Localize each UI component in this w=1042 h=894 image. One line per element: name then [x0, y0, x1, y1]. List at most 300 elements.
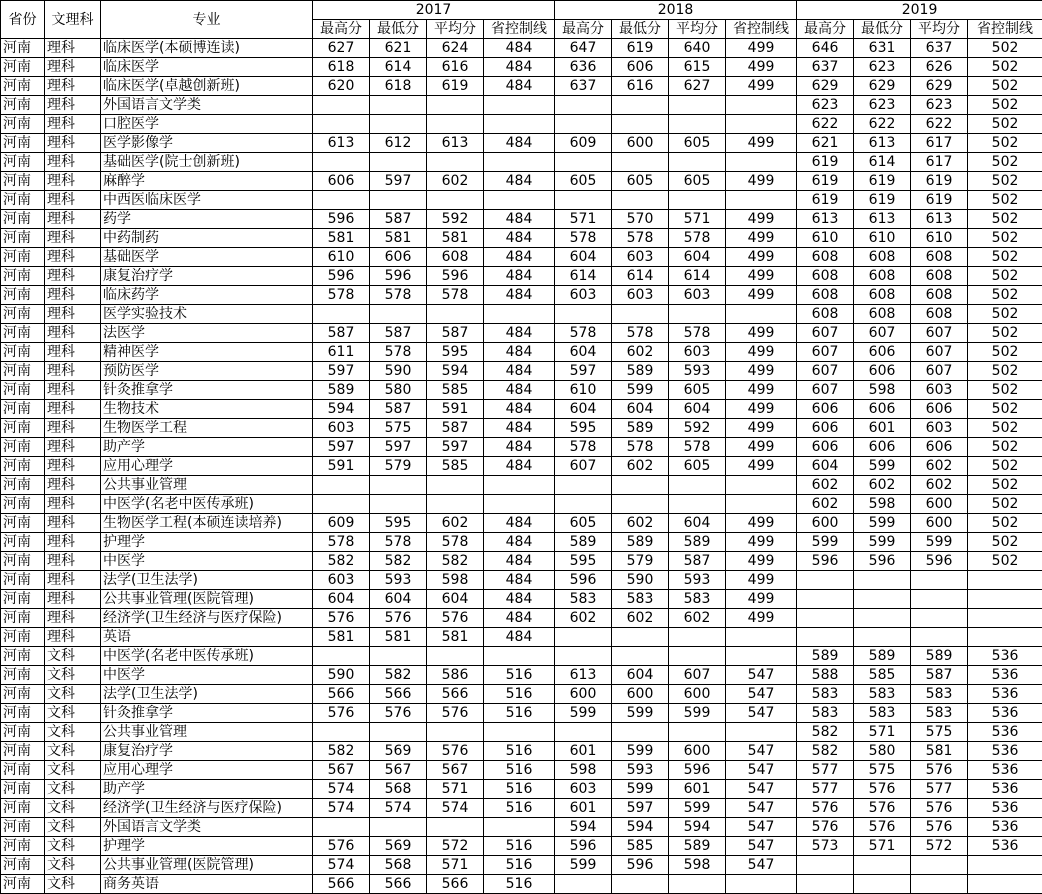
cell-score: [555, 191, 612, 210]
cell-score: 499: [726, 39, 797, 58]
cell-score: 571: [669, 210, 726, 229]
cell-score: 566: [313, 685, 370, 704]
cell-score: 577: [911, 780, 968, 799]
cell-score: 596: [555, 837, 612, 856]
cell-score: 499: [726, 324, 797, 343]
cell-score: [797, 609, 854, 628]
cell-score: [313, 305, 370, 324]
cell-score: 604: [612, 400, 669, 419]
table-row: [1, 647, 1042, 666]
cell-score: 576: [854, 799, 911, 818]
cell-score: 604: [555, 248, 612, 267]
cell-major: 基础医学: [101, 248, 313, 267]
cell-category: 理科: [45, 438, 101, 457]
cell-score: 536: [968, 647, 1042, 666]
cell-category: 理科: [45, 476, 101, 495]
cell-score: [669, 96, 726, 115]
cell-score: 599: [555, 856, 612, 875]
cell-score: 484: [484, 77, 555, 96]
cell-score: 590: [313, 666, 370, 685]
cell-score: 484: [484, 438, 555, 457]
cell-score: 576: [797, 818, 854, 837]
cell-province: 河南: [1, 286, 45, 305]
cell-score: 572: [427, 837, 484, 856]
cell-score: 499: [726, 533, 797, 552]
cell-score: 608: [911, 267, 968, 286]
cell-score: [484, 191, 555, 210]
cell-score: [370, 115, 427, 134]
table-row: [1, 343, 1042, 362]
cell-province: 河南: [1, 723, 45, 742]
cell-major: 中药制药: [101, 229, 313, 248]
cell-score: 576: [427, 704, 484, 723]
cell-province: 河南: [1, 153, 45, 172]
cell-major: 针灸推拿学: [101, 381, 313, 400]
cell-score: 578: [612, 229, 669, 248]
cell-score: 502: [968, 286, 1042, 305]
cell-score: [612, 495, 669, 514]
cell-score: 614: [854, 153, 911, 172]
table-row: [1, 875, 1042, 894]
cell-score: [726, 875, 797, 894]
cell-score: [555, 476, 612, 495]
cell-score: 499: [726, 248, 797, 267]
cell-score: [797, 571, 854, 590]
cell-score: 597: [313, 362, 370, 381]
cell-category: 文科: [45, 704, 101, 723]
cell-score: 602: [612, 343, 669, 362]
cell-score: 502: [968, 419, 1042, 438]
cell-major: 经济学(卫生经济与医疗保险): [101, 609, 313, 628]
table-row: [1, 704, 1042, 723]
cell-score: 484: [484, 381, 555, 400]
cell-province: 河南: [1, 248, 45, 267]
cell-major: 商务英语: [101, 875, 313, 894]
cell-score: 576: [313, 704, 370, 723]
cell-score: 619: [911, 191, 968, 210]
cell-province: 河南: [1, 590, 45, 609]
table-row: [1, 229, 1042, 248]
cell-province: 河南: [1, 457, 45, 476]
cell-score: [555, 723, 612, 742]
cell-score: 610: [797, 229, 854, 248]
cell-score: 627: [669, 77, 726, 96]
cell-score: 607: [797, 381, 854, 400]
cell-score: 502: [968, 514, 1042, 533]
cell-score: 581: [370, 628, 427, 647]
cell-province: 河南: [1, 476, 45, 495]
cell-score: 594: [555, 818, 612, 837]
cell-score: 547: [726, 761, 797, 780]
cell-score: 589: [854, 647, 911, 666]
cell-score: 578: [370, 286, 427, 305]
cell-province: 河南: [1, 305, 45, 324]
cell-score: 603: [669, 286, 726, 305]
cell-score: 598: [555, 761, 612, 780]
cell-score: 631: [854, 39, 911, 58]
cell-score: [313, 818, 370, 837]
cell-score: 604: [555, 343, 612, 362]
cell-score: 502: [968, 381, 1042, 400]
cell-score: 594: [313, 400, 370, 419]
cell-province: 河南: [1, 628, 45, 647]
cell-score: 576: [427, 609, 484, 628]
cell-score: 606: [854, 343, 911, 362]
cell-score: 502: [968, 248, 1042, 267]
cell-score: 484: [484, 172, 555, 191]
cell-major: 护理学: [101, 837, 313, 856]
cell-major: 中医学: [101, 552, 313, 571]
cell-score: [427, 96, 484, 115]
cell-major: 外国语言文学类: [101, 96, 313, 115]
cell-province: 河南: [1, 666, 45, 685]
cell-score: 597: [370, 438, 427, 457]
cell-score: 575: [370, 419, 427, 438]
table-row: [1, 248, 1042, 267]
cell-score: 603: [911, 419, 968, 438]
cell-category: 理科: [45, 115, 101, 134]
cell-score: 598: [854, 381, 911, 400]
cell-score: 613: [427, 134, 484, 153]
cell-score: 608: [854, 267, 911, 286]
table-row: [1, 666, 1042, 685]
cell-score: 516: [484, 799, 555, 818]
cell-major: 外国语言文学类: [101, 818, 313, 837]
cell-score: 484: [484, 571, 555, 590]
cell-category: 理科: [45, 248, 101, 267]
header-2019-control-line: 省控制线: [968, 20, 1042, 39]
cell-score: 578: [555, 438, 612, 457]
cell-score: 603: [555, 780, 612, 799]
cell-province: 河南: [1, 704, 45, 723]
cell-score: 566: [427, 875, 484, 894]
cell-category: 理科: [45, 286, 101, 305]
cell-province: 河南: [1, 685, 45, 704]
cell-score: [313, 115, 370, 134]
cell-category: 理科: [45, 267, 101, 286]
cell-score: 613: [555, 666, 612, 685]
cell-score: 603: [612, 286, 669, 305]
cell-score: 576: [370, 609, 427, 628]
cell-major: 药学: [101, 210, 313, 229]
cell-score: 499: [726, 514, 797, 533]
cell-score: 597: [370, 172, 427, 191]
cell-major: 中医学(名老中医传承班): [101, 647, 313, 666]
cell-score: 484: [484, 286, 555, 305]
cell-score: 603: [313, 419, 370, 438]
cell-score: 581: [427, 628, 484, 647]
cell-category: 文科: [45, 647, 101, 666]
cell-score: 606: [854, 438, 911, 457]
cell-score: 619: [911, 172, 968, 191]
cell-score: 595: [370, 514, 427, 533]
cell-score: 602: [911, 457, 968, 476]
cell-score: 598: [669, 856, 726, 875]
cell-score: 606: [313, 172, 370, 191]
table-row: [1, 799, 1042, 818]
cell-score: [427, 476, 484, 495]
cell-score: 578: [370, 343, 427, 362]
cell-score: 637: [555, 77, 612, 96]
cell-score: [726, 153, 797, 172]
cell-score: 571: [854, 723, 911, 742]
cell-score: [612, 191, 669, 210]
cell-score: 583: [797, 685, 854, 704]
cell-score: [555, 495, 612, 514]
cell-score: 599: [612, 780, 669, 799]
cell-score: 595: [555, 552, 612, 571]
cell-score: [911, 875, 968, 894]
cell-score: 484: [484, 590, 555, 609]
table-row: [1, 39, 1042, 58]
cell-score: 536: [968, 818, 1042, 837]
cell-score: 590: [612, 571, 669, 590]
cell-score: [726, 495, 797, 514]
cell-score: 484: [484, 552, 555, 571]
cell-score: 579: [612, 552, 669, 571]
cell-score: 568: [370, 856, 427, 875]
cell-score: 499: [726, 343, 797, 362]
cell-score: 574: [370, 799, 427, 818]
cell-score: [555, 305, 612, 324]
cell-major: 公共事业管理: [101, 723, 313, 742]
cell-major: 法学(卫生法学): [101, 571, 313, 590]
cell-score: 547: [726, 685, 797, 704]
cell-score: [968, 875, 1042, 894]
cell-score: 596: [370, 267, 427, 286]
cell-score: 583: [669, 590, 726, 609]
cell-score: 593: [669, 571, 726, 590]
cell-score: 604: [669, 514, 726, 533]
cell-score: [612, 115, 669, 134]
cell-score: 568: [370, 780, 427, 799]
cell-province: 河南: [1, 856, 45, 875]
cell-score: 516: [484, 875, 555, 894]
cell-score: 596: [911, 552, 968, 571]
cell-score: [427, 115, 484, 134]
cell-score: [669, 647, 726, 666]
cell-score: 623: [854, 58, 911, 77]
cell-score: 596: [612, 856, 669, 875]
table-row: [1, 476, 1042, 495]
cell-score: 578: [669, 324, 726, 343]
cell-score: 502: [968, 77, 1042, 96]
cell-major: 中西医临床医学: [101, 191, 313, 210]
cell-score: 576: [797, 799, 854, 818]
cell-score: 600: [911, 514, 968, 533]
cell-score: 502: [968, 96, 1042, 115]
table-row: [1, 533, 1042, 552]
cell-major: 预防医学: [101, 362, 313, 381]
cell-score: 605: [669, 381, 726, 400]
cell-score: 589: [797, 647, 854, 666]
cell-province: 河南: [1, 837, 45, 856]
cell-score: 618: [313, 58, 370, 77]
cell-category: 文科: [45, 875, 101, 894]
cell-score: 606: [797, 438, 854, 457]
cell-score: 613: [854, 210, 911, 229]
cell-score: [484, 818, 555, 837]
cell-score: 601: [669, 780, 726, 799]
cell-score: 571: [854, 837, 911, 856]
cell-score: 502: [968, 172, 1042, 191]
cell-score: 608: [797, 267, 854, 286]
cell-province: 河南: [1, 39, 45, 58]
cell-category: 理科: [45, 324, 101, 343]
cell-score: 608: [911, 248, 968, 267]
cell-category: 理科: [45, 77, 101, 96]
cell-score: 596: [797, 552, 854, 571]
cell-score: 576: [313, 609, 370, 628]
cell-score: 569: [370, 742, 427, 761]
cell-score: 484: [484, 229, 555, 248]
cell-category: 理科: [45, 58, 101, 77]
header-2018-avg-score: 平均分: [669, 20, 726, 39]
cell-category: 理科: [45, 343, 101, 362]
cell-score: 499: [726, 571, 797, 590]
cell-score: 578: [313, 533, 370, 552]
cell-score: 581: [911, 742, 968, 761]
header-2018-max-score: 最高分: [555, 20, 612, 39]
cell-score: 484: [484, 362, 555, 381]
cell-score: [313, 96, 370, 115]
cell-score: 587: [669, 552, 726, 571]
cell-score: [484, 723, 555, 742]
header-2017-control-line: 省控制线: [484, 20, 555, 39]
cell-category: 理科: [45, 495, 101, 514]
cell-score: 591: [427, 400, 484, 419]
cell-category: 理科: [45, 96, 101, 115]
cell-province: 河南: [1, 742, 45, 761]
cell-score: [427, 153, 484, 172]
cell-category: 理科: [45, 628, 101, 647]
cell-score: 583: [797, 704, 854, 723]
cell-score: 598: [854, 495, 911, 514]
cell-score: 610: [555, 381, 612, 400]
cell-category: 理科: [45, 533, 101, 552]
cell-score: 578: [612, 438, 669, 457]
cell-score: 484: [484, 324, 555, 343]
cell-category: 理科: [45, 191, 101, 210]
cell-category: 理科: [45, 172, 101, 191]
cell-score: [427, 191, 484, 210]
cell-score: [370, 647, 427, 666]
cell-score: 599: [612, 742, 669, 761]
cell-score: 566: [370, 875, 427, 894]
cell-major: 中医学(名老中医传承班): [101, 495, 313, 514]
cell-score: 502: [968, 476, 1042, 495]
cell-major: 助产学: [101, 438, 313, 457]
cell-score: 607: [911, 324, 968, 343]
cell-score: 536: [968, 704, 1042, 723]
cell-score: 576: [854, 818, 911, 837]
cell-score: 597: [612, 799, 669, 818]
cell-score: 536: [968, 837, 1042, 856]
cell-major: 康复治疗学: [101, 267, 313, 286]
cell-score: 622: [797, 115, 854, 134]
cell-category: 理科: [45, 134, 101, 153]
cell-score: [669, 476, 726, 495]
cell-score: 607: [854, 324, 911, 343]
cell-major: 精神医学: [101, 343, 313, 362]
cell-score: 516: [484, 685, 555, 704]
cell-score: 607: [555, 457, 612, 476]
cell-score: 613: [797, 210, 854, 229]
cell-score: 599: [669, 704, 726, 723]
cell-score: 619: [797, 172, 854, 191]
cell-score: 646: [797, 39, 854, 58]
cell-score: 580: [370, 381, 427, 400]
cell-score: 516: [484, 666, 555, 685]
cell-score: 578: [427, 286, 484, 305]
cell-province: 河南: [1, 818, 45, 837]
cell-score: [797, 590, 854, 609]
cell-score: 573: [797, 837, 854, 856]
cell-score: 602: [797, 495, 854, 514]
cell-score: 566: [370, 685, 427, 704]
cell-score: 502: [968, 134, 1042, 153]
cell-score: [427, 495, 484, 514]
cell-major: 应用心理学: [101, 761, 313, 780]
cell-score: 587: [370, 324, 427, 343]
cell-province: 河南: [1, 438, 45, 457]
cell-score: [370, 96, 427, 115]
cell-major: 临床医学: [101, 58, 313, 77]
cell-score: [555, 96, 612, 115]
cell-score: [669, 115, 726, 134]
cell-score: 603: [911, 381, 968, 400]
cell-score: 607: [911, 362, 968, 381]
cell-score: 601: [555, 742, 612, 761]
header-2017-avg-score: 平均分: [427, 20, 484, 39]
cell-score: [726, 647, 797, 666]
table-row: [1, 514, 1042, 533]
cell-score: 596: [313, 210, 370, 229]
cell-major: 生物技术: [101, 400, 313, 419]
cell-score: 603: [612, 248, 669, 267]
cell-score: 602: [612, 609, 669, 628]
cell-score: 592: [427, 210, 484, 229]
cell-score: 583: [612, 590, 669, 609]
table-row: [1, 419, 1042, 438]
cell-score: [555, 115, 612, 134]
cell-score: [427, 305, 484, 324]
cell-score: [911, 609, 968, 628]
cell-score: 614: [669, 267, 726, 286]
cell-province: 河南: [1, 419, 45, 438]
cell-score: 536: [968, 685, 1042, 704]
cell-score: 613: [313, 134, 370, 153]
cell-score: 484: [484, 210, 555, 229]
cell-score: 606: [797, 419, 854, 438]
cell-score: 590: [370, 362, 427, 381]
cell-score: 502: [968, 191, 1042, 210]
cell-province: 河南: [1, 58, 45, 77]
cell-score: 536: [968, 761, 1042, 780]
cell-score: 596: [555, 571, 612, 590]
cell-score: 589: [313, 381, 370, 400]
cell-province: 河南: [1, 514, 45, 533]
cell-score: 613: [911, 210, 968, 229]
cell-score: 621: [797, 134, 854, 153]
cell-score: 578: [370, 533, 427, 552]
cell-score: [427, 723, 484, 742]
cell-category: 理科: [45, 400, 101, 419]
cell-score: [854, 875, 911, 894]
cell-score: [669, 628, 726, 647]
cell-major: 法学(卫生法学): [101, 685, 313, 704]
cell-score: [669, 191, 726, 210]
